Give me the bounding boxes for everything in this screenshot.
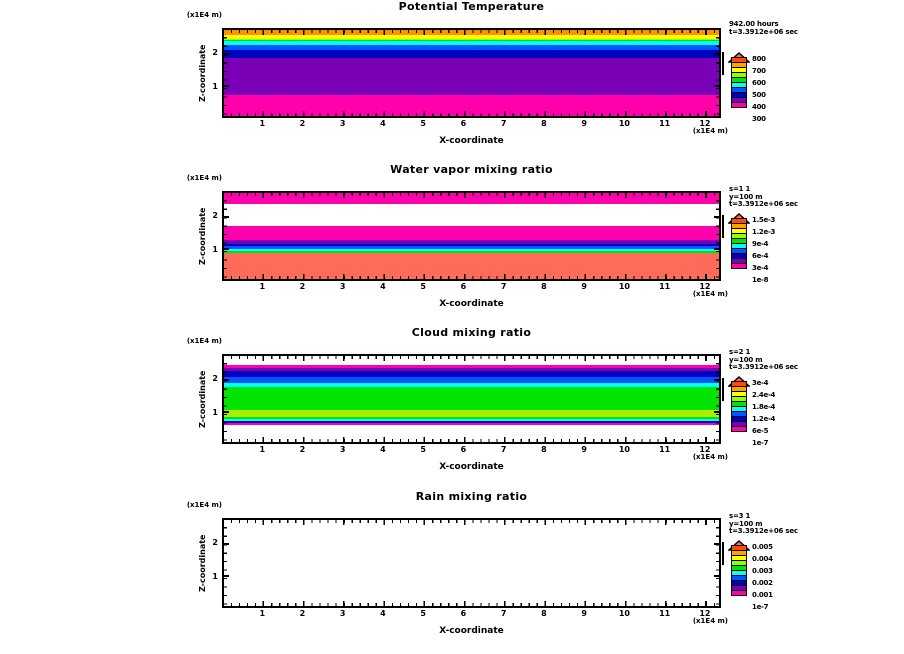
z-axis-major-tick (714, 53, 719, 55)
colorbar-tick-label: 3e-4 (752, 264, 769, 272)
x-axis-tick-label: 1 (259, 609, 266, 618)
plot-area (222, 191, 721, 281)
z-axis-major-tick (224, 379, 229, 381)
x-axis-tick-label: 4 (380, 119, 386, 128)
plot-info-text (729, 186, 798, 209)
x-axis-tick-label: 7 (500, 282, 507, 291)
plot-info-line: t=3.3912e+06 sec (729, 27, 798, 36)
x-axis-tick-label: 6 (460, 282, 467, 291)
x-axis-major-ticks-top (224, 30, 719, 35)
plot-info-line: 942.00 hours (729, 20, 779, 28)
z-axis-major-tick (224, 85, 229, 87)
colorbar-tick-label: 500 (752, 91, 766, 99)
z-axis-title: Z-coordinate (198, 370, 207, 428)
x-axis-tick-label: 3 (339, 609, 346, 618)
x-axis-tick-label: 2 (299, 119, 306, 128)
plot-info-text (729, 21, 798, 36)
x-axis-tick-label: 8 (541, 119, 547, 128)
y-axis-unit-label: (x1E4 m) (186, 174, 222, 182)
x-axis-unit-label: (x1E4 m) (692, 290, 728, 298)
colorbar-tick-label: 1e-7 (752, 439, 769, 447)
x-axis-tick-label: 4 (380, 282, 386, 291)
contour-band (224, 50, 719, 58)
z-axis-minor-ticks-right (716, 30, 719, 116)
plot-info-line: t=3.3912e+06 sec (729, 527, 798, 535)
z-axis-major-tick (224, 216, 229, 218)
colorbar-swatch (731, 590, 747, 596)
panel-title: Potential Temperature (398, 0, 545, 13)
x-axis-tick-label: 8 (541, 609, 547, 618)
z-axis-major-tick (714, 379, 719, 381)
x-axis-tick-label: 4 (380, 445, 386, 454)
x-axis-tick-label: 2 (299, 609, 306, 618)
x-axis-tick-label: 11 (659, 445, 671, 454)
colorbar-tick-label: 6e-5 (752, 427, 769, 435)
x-axis-tick-label: 3 (339, 445, 346, 454)
x-axis-title: X-coordinate (439, 299, 504, 309)
colorbar (731, 546, 747, 596)
colorbar-tick-label: 2.4e-4 (752, 391, 776, 399)
x-axis-tick-label: 3 (339, 282, 346, 291)
colorbar (731, 219, 747, 269)
x-axis-tick-label: 12 (699, 609, 711, 618)
plot-info-line: y=100 m (729, 192, 763, 201)
x-axis-tick-label: 12 (699, 119, 711, 128)
colorbar-tick-label: 1.2e-4 (752, 415, 776, 423)
x-axis-major-ticks-bottom (224, 111, 719, 116)
contour-band (224, 58, 719, 95)
z-axis-major-tick (714, 543, 719, 545)
colorbar-tick-label: 800 (752, 55, 766, 63)
z-axis-tick-label: 2 (212, 211, 218, 221)
z-axis-tick-label: 1 (212, 81, 218, 91)
plot-info-line: s=2 1 (729, 348, 751, 356)
colorbar-swatch (731, 426, 747, 432)
x-axis-title: X-coordinate (439, 136, 504, 146)
z-axis-minor-ticks-right (716, 520, 719, 606)
y-axis-unit-label: (x1E4 m) (186, 337, 222, 345)
colorbar-tick-label: 3e-4 (752, 379, 769, 387)
x-axis-tick-label: 7 (500, 119, 507, 128)
z-axis-minor-ticks-right (716, 193, 719, 279)
plot-info-line: s=1 1 (729, 185, 751, 193)
colorbar-tick-label: 6e-4 (752, 252, 769, 260)
colorbar-tick-label: 700 (752, 67, 766, 75)
panel-title: Water vapor mixing ratio (390, 163, 553, 176)
z-axis-minor-ticks-left (224, 356, 227, 442)
x-axis-tick-label: 1 (259, 445, 266, 454)
panel-title: Cloud mixing ratio (411, 326, 532, 339)
plot-info-line: s=3 1 (729, 512, 751, 520)
z-axis-major-tick (224, 411, 229, 413)
x-axis-tick-label: 1 (259, 282, 266, 291)
plot-area (222, 518, 721, 608)
right-edge-scale-mark (722, 215, 724, 238)
z-axis-minor-ticks-right (716, 356, 719, 442)
colorbar-tick-label: 400 (752, 103, 766, 111)
z-axis-major-tick (714, 85, 719, 87)
x-axis-unit-label: (x1E4 m) (692, 617, 728, 625)
colorbar-swatch (731, 263, 747, 269)
x-axis-tick-label: 5 (420, 282, 426, 291)
x-axis-tick-label: 6 (460, 119, 467, 128)
z-axis-tick-label: 2 (212, 48, 218, 58)
x-axis-tick-label: 5 (420, 445, 426, 454)
contour-band (224, 410, 719, 417)
right-edge-scale-mark (722, 542, 724, 565)
panel-title: Rain mixing ratio (415, 490, 528, 503)
z-axis-major-tick (224, 543, 229, 545)
z-axis-tick-label: 1 (212, 571, 218, 581)
x-axis-tick-label: 8 (541, 445, 547, 454)
z-axis-tick-label: 2 (212, 374, 218, 384)
x-axis-tick-label: 6 (460, 609, 467, 618)
panel-rain-mixing-ratio (0, 490, 904, 653)
x-axis-tick-label: 9 (581, 445, 587, 454)
x-axis-tick-label: 9 (581, 119, 587, 128)
x-axis-tick-label: 2 (299, 282, 306, 291)
x-axis-unit-label: (x1E4 m) (692, 453, 728, 461)
x-axis-unit-label: (x1E4 m) (692, 127, 728, 135)
z-axis-tick-label: 1 (212, 244, 218, 254)
colorbar-tick-label: 1.8e-4 (752, 403, 776, 411)
plot-info-line: t=3.3912e+06 sec (729, 363, 798, 371)
x-axis-tick-label: 10 (618, 119, 630, 128)
x-axis-tick-label: 2 (299, 445, 306, 454)
panel-water-vapor-mixing-ratio (0, 163, 904, 326)
contour-band (224, 204, 719, 226)
z-axis-minor-ticks-left (224, 520, 227, 606)
x-axis-tick-label: 3 (339, 119, 346, 128)
colorbar-tick-label: 9e-4 (752, 240, 769, 248)
x-axis-tick-label: 7 (500, 445, 507, 454)
x-axis-tick-label: 10 (618, 609, 630, 618)
x-axis-title: X-coordinate (439, 626, 504, 636)
x-axis-tick-label: 9 (581, 282, 587, 291)
colorbar-tick-label: 0.005 (752, 543, 773, 551)
colorbar-tick-label: 1e-8 (752, 276, 769, 284)
x-axis-tick-label: 12 (699, 445, 711, 454)
x-axis-tick-label: 12 (699, 282, 711, 291)
plot-info-line: y=100 m (729, 355, 763, 364)
z-axis-major-tick (714, 411, 719, 413)
plot-area (222, 354, 721, 444)
plot-area (222, 28, 721, 118)
colorbar-tick-label: 300 (752, 115, 766, 123)
y-axis-unit-label: (x1E4 m) (186, 11, 222, 19)
z-axis-major-tick (224, 575, 229, 577)
x-axis-tick-label: 10 (618, 445, 630, 454)
panel-cloud-mixing-ratio (0, 326, 904, 489)
z-axis-major-tick (224, 248, 229, 250)
y-axis-unit-label: (x1E4 m) (186, 501, 222, 509)
x-axis-major-ticks-bottom (224, 274, 719, 279)
z-axis-minor-ticks-left (224, 193, 227, 279)
x-axis-major-ticks-top (224, 356, 719, 361)
colorbar-tick-label: 600 (752, 79, 766, 87)
x-axis-tick-label: 5 (420, 119, 426, 128)
plot-info-line: y=100 m (729, 519, 763, 528)
z-axis-title: Z-coordinate (198, 534, 207, 592)
x-axis-tick-label: 4 (380, 609, 386, 618)
x-axis-tick-label: 9 (581, 609, 587, 618)
plot-info-text (729, 349, 798, 372)
contour-band (224, 387, 719, 410)
z-axis-major-tick (224, 53, 229, 55)
x-axis-major-ticks-top (224, 193, 719, 198)
x-axis-tick-label: 11 (659, 609, 671, 618)
z-axis-title: Z-coordinate (198, 207, 207, 265)
x-axis-tick-label: 8 (541, 282, 547, 291)
x-axis-tick-label: 11 (659, 119, 671, 128)
colorbar-tick-label: 1e-7 (752, 603, 769, 611)
z-axis-tick-label: 2 (212, 538, 218, 548)
x-axis-tick-label: 10 (618, 282, 630, 291)
colorbar (731, 382, 747, 432)
colorbar-swatch (731, 102, 747, 108)
z-axis-tick-label: 1 (212, 407, 218, 417)
z-axis-minor-ticks-left (224, 30, 227, 116)
x-axis-tick-label: 7 (500, 609, 507, 618)
plot-info-text (729, 513, 798, 536)
contour-band (224, 520, 719, 606)
contour-band (224, 226, 719, 240)
x-axis-major-ticks-top (224, 520, 719, 525)
right-edge-scale-mark (722, 52, 724, 75)
z-axis-major-tick (714, 575, 719, 577)
colorbar-tick-label: 0.002 (752, 579, 773, 587)
x-axis-tick-label: 1 (259, 119, 266, 128)
x-axis-tick-label: 5 (420, 609, 426, 618)
colorbar-tick-label: 1.2e-3 (752, 228, 776, 236)
colorbar-tick-label: 1.5e-3 (752, 216, 776, 224)
colorbar-tick-label: 0.004 (752, 555, 773, 563)
colorbar-tick-label: 0.001 (752, 591, 773, 599)
panel-potential-temperature (0, 0, 904, 163)
right-edge-scale-mark (722, 378, 724, 401)
z-axis-major-tick (714, 216, 719, 218)
z-axis-major-tick (714, 248, 719, 250)
colorbar (731, 58, 747, 108)
x-axis-major-ticks-bottom (224, 437, 719, 442)
x-axis-tick-label: 6 (460, 445, 467, 454)
colorbar-tick-label: 0.003 (752, 567, 773, 575)
x-axis-title: X-coordinate (439, 462, 504, 472)
x-axis-tick-label: 11 (659, 282, 671, 291)
x-axis-major-ticks-bottom (224, 601, 719, 606)
z-axis-title: Z-coordinate (198, 44, 207, 102)
plot-info-line: t=3.3912e+06 sec (729, 200, 798, 208)
